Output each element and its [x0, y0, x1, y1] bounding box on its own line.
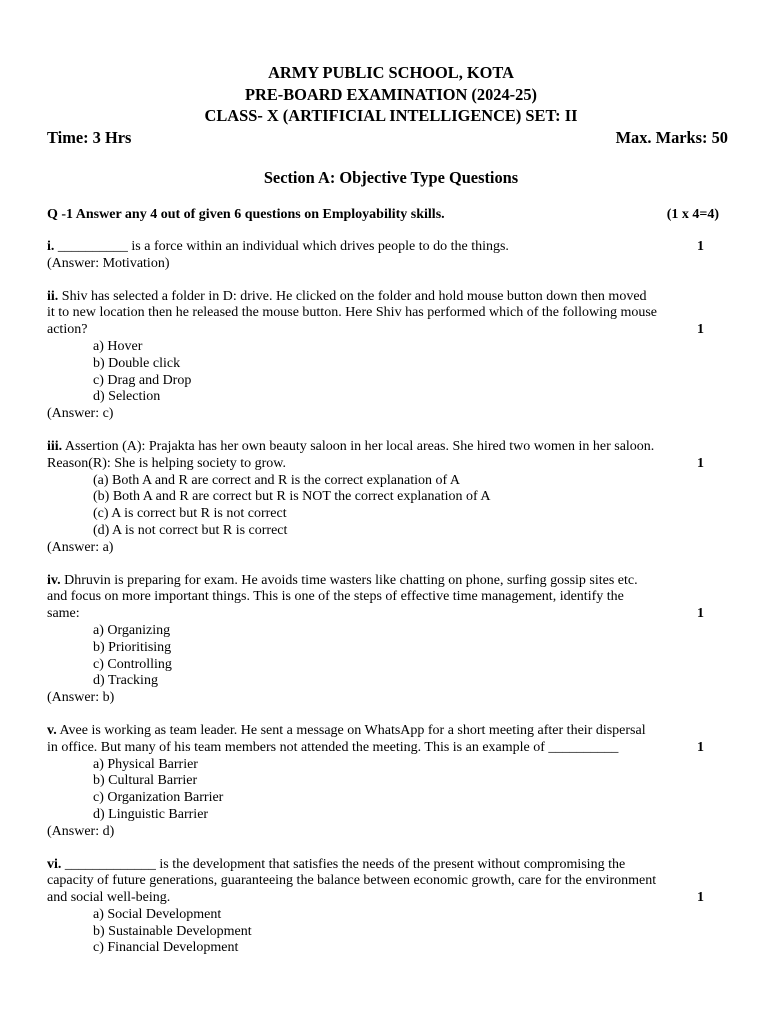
question-text-line	[47, 289, 728, 306]
question-item	[47, 439, 728, 557]
time-label: Time: 3 Hrs	[47, 127, 132, 147]
question-number: i.	[47, 239, 55, 254]
question-marks: 1	[697, 606, 704, 622]
question-text: Dhruvin is preparing for exam. He avoids time wasters like chatting on phone, surfing gossip sites etc.	[64, 572, 638, 588]
question-text: _____________ is the development that satisfies the needs of the present without compromising the	[64, 856, 626, 872]
question-item	[47, 289, 728, 423]
question-text-line	[47, 740, 728, 757]
question-marks: 1	[697, 239, 704, 254]
question-text-line	[47, 322, 728, 339]
question-number: ii.	[47, 288, 59, 304]
question-number: vi.	[47, 856, 62, 872]
question-number: v.	[47, 722, 57, 738]
question-number: iv.	[47, 572, 61, 588]
question-item	[47, 857, 728, 958]
answer-key: (Answer: b)	[47, 690, 115, 706]
answer-key: (Answer: a)	[47, 539, 114, 555]
question-item	[47, 723, 728, 841]
question-text-line	[47, 239, 728, 256]
time-marks-row	[47, 128, 728, 148]
question-text: Reason(R): She is helping society to grow.	[47, 455, 287, 471]
question-marks: 1	[697, 890, 704, 906]
question-text: capacity of future generations, guaranteeing the balance between economic growth, care for the environment	[47, 873, 657, 889]
question-text-line	[47, 873, 728, 890]
question-text-line	[47, 573, 728, 590]
answer-option: d) Tracking	[93, 673, 158, 689]
answer-option: c) Financial Development	[93, 940, 239, 956]
answer-option: d) Linguistic Barrier	[93, 806, 209, 822]
answer-key: (Answer: Motivation)	[47, 255, 170, 271]
question-text: __________ is a force within an individual which drives people to do the things.	[57, 239, 509, 254]
question-text: Avee is working as team leader. He sent a message on WhatsApp for a short meeting after their dispersal	[59, 722, 646, 738]
question-item	[47, 573, 728, 707]
answer-option: b) Prioritising	[93, 639, 172, 655]
question-text: and focus on more important things. This is one of the steps of effective time management, identify the	[47, 589, 624, 605]
question-group-marks: (1 x 4=4)	[666, 206, 719, 222]
answer-option: (a) Both A and R are correct and R is the correct explanation of A	[93, 472, 460, 488]
answer-option: b) Cultural Barrier	[93, 773, 198, 789]
answer-key: (Answer: c)	[47, 406, 114, 422]
question-marks: 1	[697, 739, 704, 755]
question-text-line	[47, 723, 728, 740]
answer-option: a) Organizing	[93, 622, 171, 638]
question-marks: 1	[697, 322, 704, 338]
question-group-title	[47, 207, 728, 224]
question-marks: 1	[697, 455, 704, 471]
answer-option: (c) A is correct but R is not correct	[93, 506, 287, 522]
question-group-text: Q -1 Answer any 4 out of given 6 questions on Employability skills.	[47, 206, 445, 222]
question-text: Assertion (A): Prajakta has her own beauty saloon in her local areas. She hired two women in her saloon.	[64, 438, 655, 454]
answer-option: (b) Both A and R are correct but R is NOT the correct explanation of A	[93, 489, 491, 505]
question-text: Shiv has selected a folder in D: drive. He clicked on the folder and hold mouse button down then moved	[61, 288, 647, 304]
question-text: same:	[47, 606, 80, 622]
answer-option: a) Hover	[93, 338, 143, 354]
question-number: iii.	[47, 438, 63, 454]
exam-header	[47, 0, 728, 127]
question-text-line	[47, 890, 728, 907]
answer-option: c) Drag and Drop	[93, 372, 192, 388]
answer-option: b) Sustainable Development	[93, 923, 252, 939]
answer-option: d) Selection	[93, 389, 161, 405]
exam-name: PRE-BOARD EXAMINATION (2024-25)	[245, 84, 537, 104]
question-text-line	[47, 606, 728, 623]
question-text-line	[47, 456, 728, 473]
answer-option: c) Organization Barrier	[93, 790, 224, 806]
class-name: CLASS- X (ARTIFICIAL INTELLIGENCE) SET: II	[204, 106, 578, 125]
question-text-line	[47, 439, 728, 456]
question-item	[47, 239, 728, 273]
answer-key: (Answer: d)	[47, 823, 115, 839]
question-text-line	[47, 857, 728, 874]
question-text: it to new location then he released the mouse button. Here Shiv has performed which of the following mouse	[47, 305, 658, 321]
question-list	[47, 239, 728, 957]
answer-option: a) Social Development	[93, 906, 222, 922]
question-text-line	[47, 589, 728, 606]
answer-option: c) Controlling	[93, 656, 172, 672]
answer-option: (d) A is not correct but R is correct	[93, 522, 288, 538]
school-name: ARMY PUBLIC SCHOOL, KOTA	[268, 63, 514, 82]
question-text: and social well-being.	[47, 890, 171, 906]
max-marks-label: Max. Marks: 50	[615, 127, 728, 147]
answer-option: a) Physical Barrier	[93, 756, 198, 772]
section-title: Section A: Objective Type Questions	[263, 167, 519, 187]
question-text: action?	[47, 322, 88, 338]
answer-option: b) Double click	[93, 355, 181, 371]
question-text: in office. But many of his team members not attended the meeting. This is an example of __________	[47, 739, 619, 755]
question-text-line	[47, 305, 728, 322]
